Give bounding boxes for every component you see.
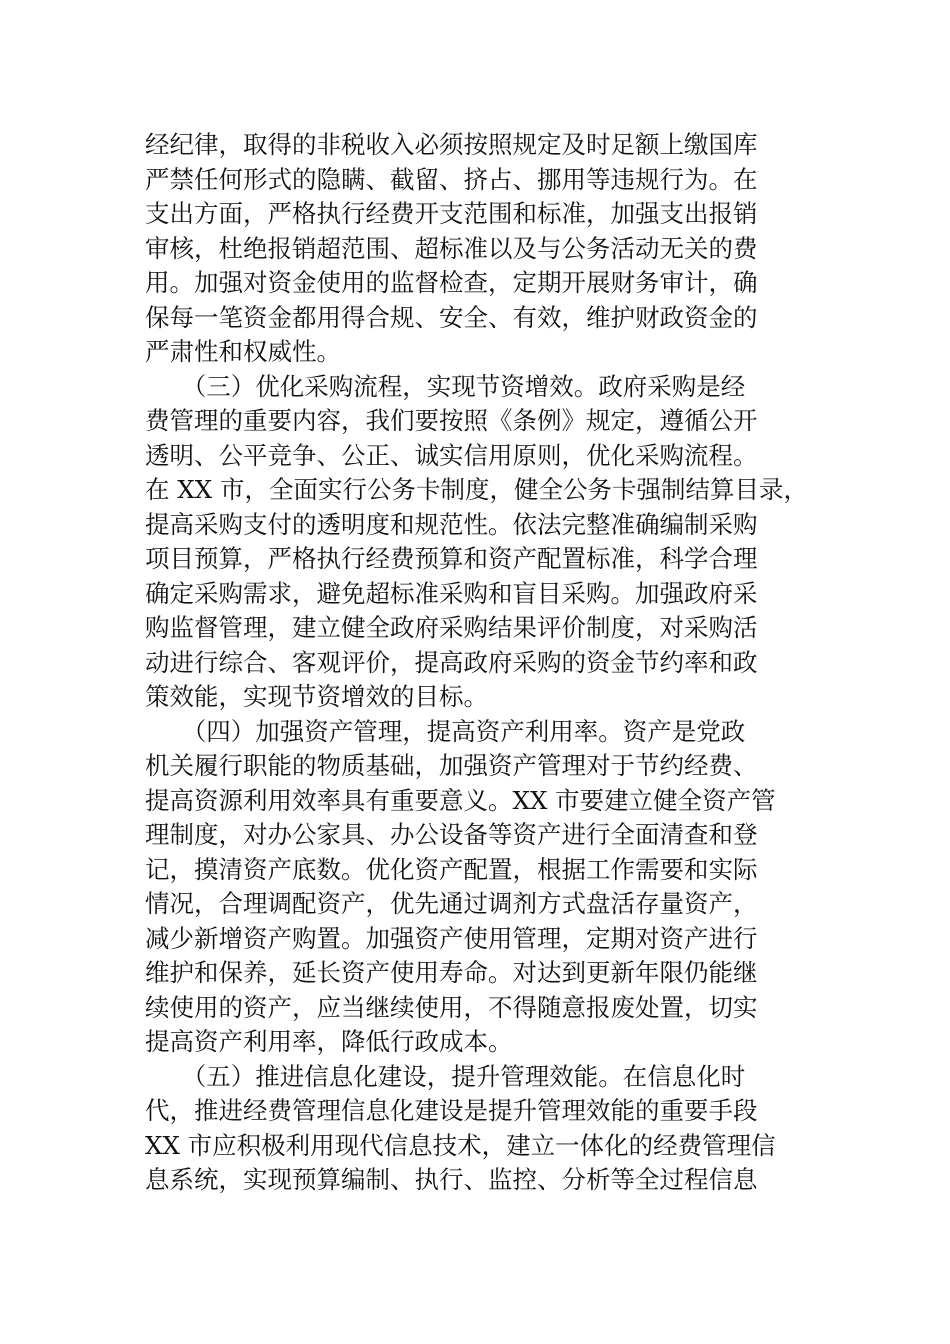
text-line: 费管理的重要内容，我们要按照《条例》规定，遵循公开 xyxy=(145,406,758,435)
text-line: 减少新增资产购置。加强资产使用管理，定期对资产进行 xyxy=(145,923,758,953)
text-line: 息系统，实现预算编制、执行、监控、分析等全过程信息 xyxy=(145,1165,758,1194)
text-line: 严肃性和权威性。 xyxy=(145,337,341,366)
text-line: 项目预算，严格执行经费预算和资产配置标准，科学合理 xyxy=(145,544,758,573)
section-heading-line: （五）推进信息化建设，提升管理效能。在信息化时 xyxy=(145,1061,746,1091)
text-line: 经纪律，取得的非税收入必须按照规定及时足额上缴国库 xyxy=(145,130,758,159)
text-line: 支出方面，严格执行经费开支范围和标准，加强支出报销 xyxy=(145,199,758,228)
text-line: 记，摸清资产底数。优化资产配置，根据工作需要和实际 xyxy=(145,854,758,884)
text-line: 在 XX 市，全面实行公务卡制度，健全公务卡强制结算目录， xyxy=(145,475,808,504)
text-line: 购监督管理，建立健全政府采购结果评价制度，对采购活 xyxy=(145,613,758,642)
text-line: 用。加强对资金使用的监督检查，定期开展财务审计，确 xyxy=(145,268,758,297)
text-line: 维护和保养，延长资产使用寿命。对达到更新年限仍能继 xyxy=(145,958,758,987)
text-line: 策效能，实现节资增效的目标。 xyxy=(145,682,488,711)
text-line: XX 市应积极利用现代信息技术，建立一体化的经费管理信 xyxy=(145,1130,776,1160)
text-line: 审核，杜绝报销超范围、超标准以及与公务活动无关的费 xyxy=(145,233,758,263)
text-line: 保每一笔资金都用得合规、安全、有效，维护财政资金的 xyxy=(145,302,758,332)
text-line: 提高资源利用效率具有重要意义。XX 市要建立健全资产管 xyxy=(145,785,776,815)
text-line: 提高资产利用率，降低行政成本。 xyxy=(145,1027,513,1056)
section-heading-line: （三）优化采购流程，实现节资增效。政府采购是经 xyxy=(145,371,746,401)
body-text xyxy=(145,128,845,1198)
text-line: 理制度，对办公家具、办公设备等资产进行全面清查和登 xyxy=(145,820,758,849)
text-line: 透明、公平竞争、公正、诚实信用原则，优化采购流程。 xyxy=(145,440,758,470)
text-line: 动进行综合、客观评价，提高政府采购的资金节约率和政 xyxy=(145,647,758,677)
text-line: 续使用的资产，应当继续使用，不得随意报废处置，切实 xyxy=(145,992,758,1022)
text-line: 提高采购支付的透明度和规范性。依法完整准确编制采购 xyxy=(145,509,758,539)
text-line: 机关履行职能的物质基础，加强资产管理对于节约经费、 xyxy=(145,751,758,780)
text-line: 代，推进经费管理信息化建设是提升管理效能的重要手段 xyxy=(145,1096,758,1125)
text-line: 情况，合理调配资产，优先通过调剂方式盘活存量资产， xyxy=(145,889,758,918)
section-heading-line: （四）加强资产管理，提高资产利用率。资产是党政 xyxy=(145,716,746,746)
text-line: 严禁任何形式的隐瞒、截留、挤占、挪用等违规行为。在 xyxy=(145,164,758,194)
text-line: 确定采购需求，避免超标准采购和盲目采购。加强政府采 xyxy=(145,578,758,608)
